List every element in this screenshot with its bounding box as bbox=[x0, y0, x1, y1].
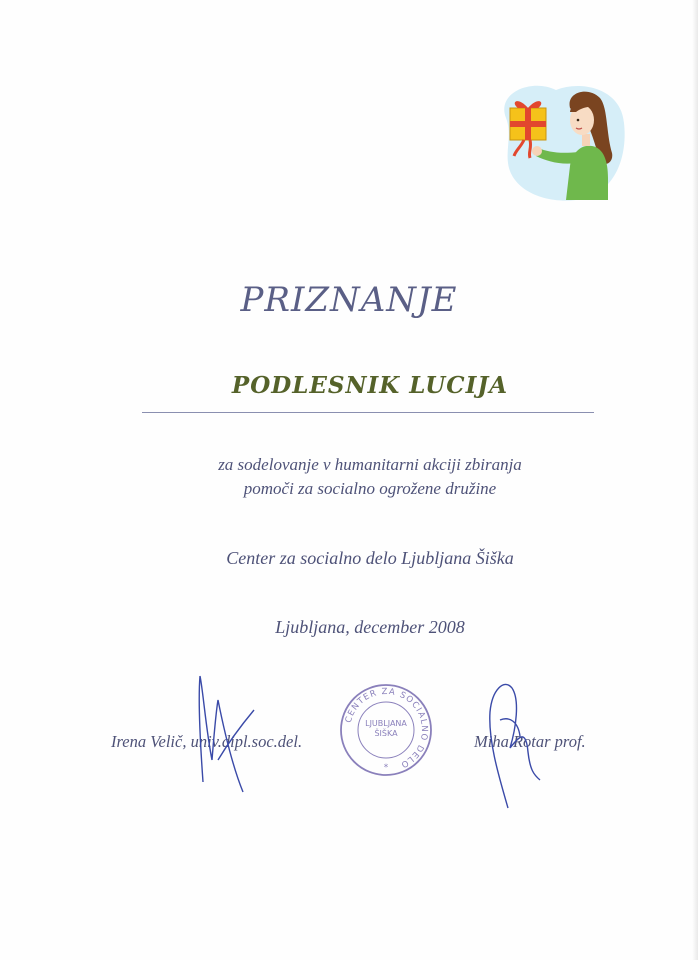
girl-with-gift-icon bbox=[496, 78, 628, 204]
issuing-organization: Center za socialno delo Ljubljana Šiška bbox=[226, 548, 514, 568]
certificate-title: PRIZNANJE bbox=[240, 280, 458, 320]
signatory-right-name: Miha Rotar prof. bbox=[474, 732, 586, 751]
signatory-left-name: Irena Velič, univ.dipl.soc.del. bbox=[111, 732, 303, 751]
description-line-1: za sodelovanje v humanitarni akciji zbiranja bbox=[218, 455, 522, 474]
stamp-ring-text: CENTER ZA SOCIALNO DELO bbox=[343, 686, 430, 770]
recipient-name: PODLESNIK LUCIJA bbox=[231, 372, 509, 399]
stamp-center-line-1: LJUBLJANA bbox=[365, 719, 407, 728]
stamp-center-text bbox=[338, 719, 434, 739]
place-and-date: Ljubljana, december 2008 bbox=[275, 617, 465, 637]
description-line-2: pomoči za socialno ogrožene družine bbox=[243, 479, 497, 498]
svg-text:*: * bbox=[383, 763, 389, 773]
stamp-center-line-2: ŠIŠKA bbox=[374, 729, 398, 738]
name-underline-divider bbox=[142, 412, 594, 413]
